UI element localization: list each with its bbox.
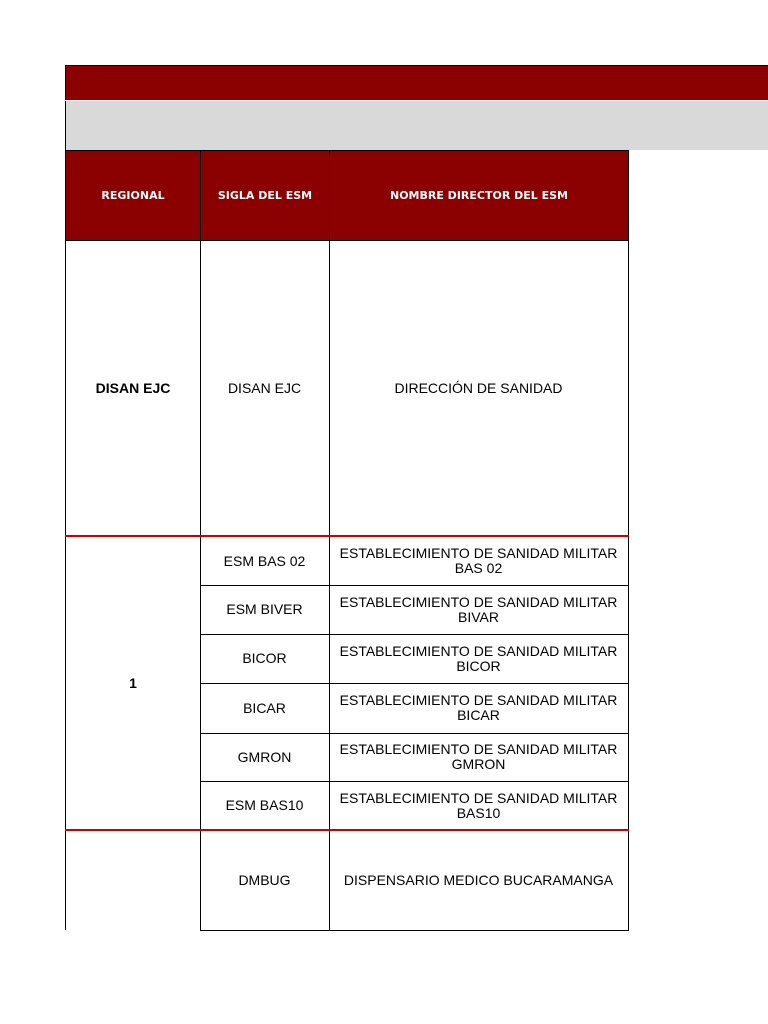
column-header-regional: REGIONAL bbox=[65, 150, 201, 241]
nombre-cell: DIRECCIÓN DE SANIDAD bbox=[329, 241, 629, 536]
nombre-cell: DISPENSARIO MEDICO BUCARAMANGA bbox=[329, 831, 629, 931]
title-band bbox=[65, 65, 768, 100]
sigla-cell: BICAR bbox=[200, 683, 330, 734]
sigla-cell: ESM BAS 02 bbox=[200, 537, 330, 586]
column-header-nombre: NOMBRE DIRECTOR DEL ESM bbox=[329, 150, 629, 241]
nombre-cell: ESTABLECIMIENTO DE SANIDAD MILITAR BAS 02 bbox=[329, 537, 629, 586]
nombre-cell: ESTABLECIMIENTO DE SANIDAD MILITAR GMRON bbox=[329, 733, 629, 782]
sigla-cell: ESM BAS10 bbox=[200, 781, 330, 830]
regional-cell bbox=[65, 831, 201, 930]
nombre-cell: ESTABLECIMIENTO DE SANIDAD MILITAR BIVAR bbox=[329, 585, 629, 635]
nombre-cell: ESTABLECIMIENTO DE SANIDAD MILITAR BAS10 bbox=[329, 781, 629, 830]
regional-cell: DISAN EJC bbox=[65, 241, 201, 536]
subtitle-band bbox=[65, 101, 768, 150]
regional-cell: 1 bbox=[65, 537, 201, 830]
sigla-cell: ESM BIVER bbox=[200, 585, 330, 635]
sigla-cell: GMRON bbox=[200, 733, 330, 782]
sigla-cell: DMBUG bbox=[200, 831, 330, 931]
sigla-cell: BICOR bbox=[200, 634, 330, 684]
column-header-sigla: SIGLA DEL ESM bbox=[200, 150, 330, 241]
nombre-cell: ESTABLECIMIENTO DE SANIDAD MILITAR BICOR bbox=[329, 634, 629, 684]
sigla-cell: DISAN EJC bbox=[200, 241, 330, 536]
nombre-cell: ESTABLECIMIENTO DE SANIDAD MILITAR BICAR bbox=[329, 683, 629, 734]
